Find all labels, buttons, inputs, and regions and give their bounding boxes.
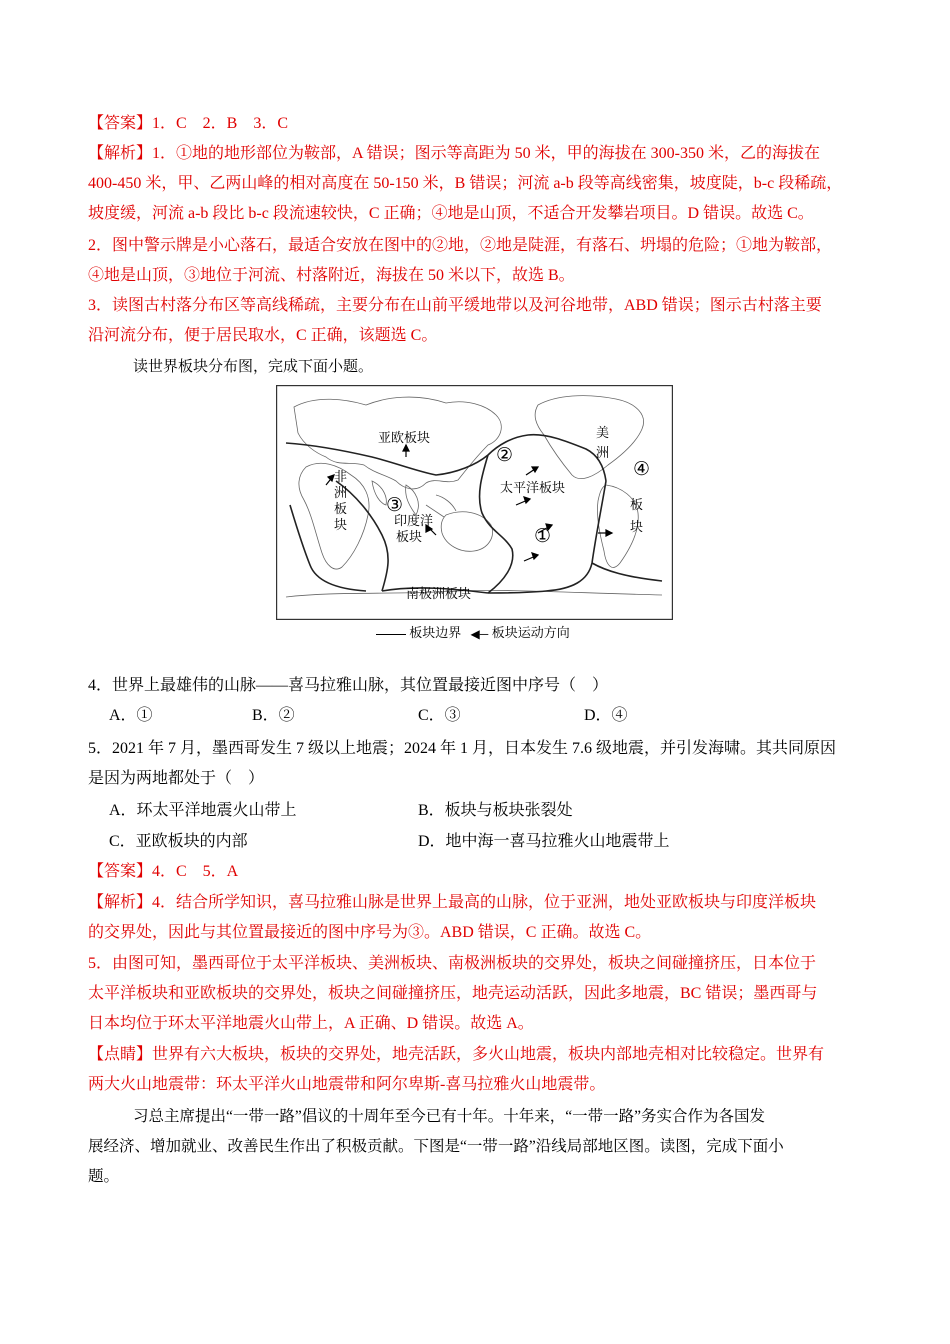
marker-3: ③ <box>386 495 404 516</box>
america-plate-label-3: 板 <box>630 497 644 512</box>
plate-map <box>276 385 673 620</box>
pacific-plate-label: 太平洋板块 <box>500 480 566 495</box>
america-plate-label-4: 块 <box>630 519 644 534</box>
marker-2: ② <box>496 445 514 466</box>
q5-option-b[interactable]: B．板块与板块张裂处 <box>418 802 573 819</box>
map-intro: 读世界板块分布图，完成下面小题。 <box>133 359 374 375</box>
analysis-line: 【解析】1．①地的地形部位为鞍部，A 错误；图示等高距为 50 米，甲的海拔在 300-350 米，乙的海拔在 <box>88 145 821 162</box>
marker-1: ① <box>534 526 552 547</box>
q4-option-d[interactable]: D．④ <box>584 707 628 724</box>
analysis-line: 【解析】4．结合所学知识，喜马拉雅山脉是世界上最高的山脉，位于亚洲，地处亚欧板块与印度洋板块 <box>88 894 817 911</box>
question-5-stem: 是因为两地都处于（ ） <box>88 770 265 787</box>
belt-intro: 题。 <box>88 1168 120 1185</box>
africa-plate-label-3: 板 <box>334 501 348 516</box>
africa-plate-label-1: 非 <box>334 469 348 484</box>
q4-option-a[interactable]: A．① <box>109 707 153 724</box>
analysis-line: 坡度缓，河流 a-b 段比 b-c 段流速较快，C 正确；④地是山顶，不适合开发攀岩项目。D 错误。故选 C。 <box>88 205 814 222</box>
map-legend <box>376 622 616 642</box>
legend-direction: 板块运动方向 <box>491 625 570 640</box>
antarctic-plate-label: 南极洲板块 <box>406 586 472 601</box>
question-5-stem: 5．2021 年 7 月，墨西哥发生 7 级以上地震；2024 年 1 月，日本发生 7.6 级地震，并引发海啸。其共同原因 <box>88 740 837 757</box>
q5-option-a[interactable]: A．环太平洋地震火山带上 <box>109 802 297 819</box>
indian-plate-label-1: 印度洋 <box>394 513 434 528</box>
question-4-stem: 4．世界上最雄伟的山脉——喜马拉雅山脉，其位置最接近图中序号（ ） <box>88 677 609 694</box>
analysis-line: ④地是山顶，③地位于河流、村落附近，海拔在 50 米以下，故选 B。 <box>88 267 575 284</box>
q5-option-d[interactable]: D．地中海一喜马拉雅火山地震带上 <box>418 833 670 850</box>
analysis-line: 日本均位于环太平洋地震火山带上，A 正确、D 错误。故选 A。 <box>88 1015 534 1032</box>
analysis-line: 2．图中警示牌是小心落石，最适合安放在图中的②地，②地是陡涯，有落石、坍塌的危险；①地为鞍部， <box>88 237 833 254</box>
answer-line-1: 【答案】1．C 2．B 3．C <box>88 115 289 132</box>
indian-plate-label-2: 板块 <box>396 529 423 544</box>
africa-plate-label-2: 洲 <box>334 485 348 500</box>
america-plate-label-2: 洲 <box>596 445 610 460</box>
america-plate-label-1: 美 <box>596 425 610 440</box>
eurasia-plate-label: 亚欧板块 <box>378 430 431 445</box>
belt-intro: 展经济、增加就业、改善民生作出了积极贡献。下图是“一带一路”沿线局部地区图。读图，完成下面小 <box>88 1138 784 1155</box>
marker-4: ④ <box>633 459 651 480</box>
belt-intro: 习总主席提出“一带一路”倡议的十周年至今已有十年。十年来，“一带一路”务实合作为各国发 <box>133 1108 766 1125</box>
boundary-line-icon <box>376 634 406 635</box>
analysis-line: 沿河流分布，便于居民取水，C 正确，该题选 C。 <box>88 327 438 344</box>
legend-boundary: 板块边界 <box>409 625 462 640</box>
q5-option-c[interactable]: C．亚欧板块的内部 <box>109 833 248 850</box>
q4-option-c[interactable]: C．③ <box>418 707 461 724</box>
analysis-line: 5．由图可知，墨西哥位于太平洋板块、美洲板块、南极洲板块的交界处，板块之间碰撞挤压，日本位于 <box>88 955 817 972</box>
q4-option-b[interactable]: B．② <box>252 707 295 724</box>
tip-line: 【点睛】世界有六大板块，板块的交界处，地壳活跃，多火山地震，板块内部地壳相对比较稳定。世界有 <box>88 1046 825 1063</box>
analysis-line: 3．读图古村落分布区等高线稀疏，主要分布在山前平缓地带以及河谷地带，ABD 错误；图示古村落主要 <box>88 297 822 314</box>
analysis-line: 太平洋板块和亚欧板块的交界处，板块之间碰撞挤压，地壳运动活跃，因此多地震，BC 错误；墨西哥与 <box>88 985 818 1002</box>
africa-plate-label-4: 块 <box>334 517 348 532</box>
arrow-left-icon: ◀─ <box>470 626 489 641</box>
analysis-line: 的交界处，因此与其位置最接近的图中序号为③。ABD 错误，C 正确。故选 C。 <box>88 924 652 941</box>
answer-line-2: 【答案】4．C 5．A <box>88 863 239 880</box>
tip-line: 两大火山地震带：环太平洋火山地震带和阿尔卑斯-喜马拉雅火山地震带。 <box>88 1076 606 1093</box>
analysis-line: 400-450 米，甲、乙两山峰的相对高度在 50-150 米，B 错误；河流 a-b 段等高线密集，坡度陡，b-c 段稀疏， <box>88 175 843 192</box>
